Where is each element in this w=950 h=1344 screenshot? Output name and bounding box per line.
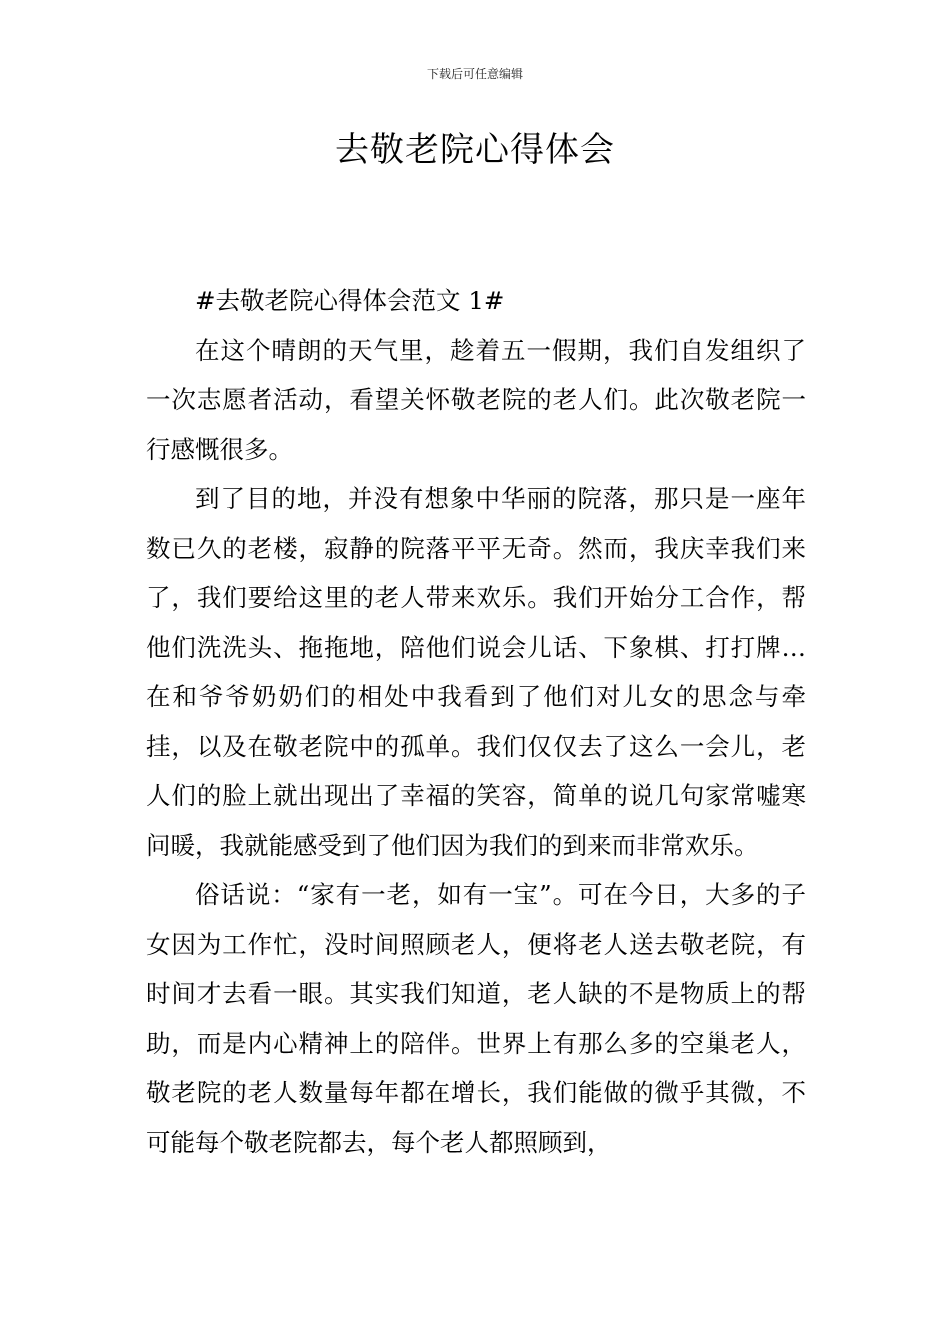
paragraph-1: 在这个晴朗的天气里，趁着五一假期，我们自发组织了一次志愿者活动，看望关怀敬老院的老人们。此次敬老院一行感慨很多。 bbox=[146, 335, 806, 464]
document-body bbox=[146, 276, 806, 1167]
document-title: 去敬老院心得体会 bbox=[335, 130, 615, 170]
paragraph-2: 到了目的地，并没有想象中华丽的院落，那只是一座年数已久的老楼，寂静的院落平平无奇。然而，我庆幸我们来了，我们要给这里的老人带来欢乐。我们开始分工合作，帮他们洗洗头、拖拖地，陪他们说会儿话、下象棋、打打牌…在和爷爷奶奶们的相处中我看到了他们对儿女的思念与牵挂，以及在敬老院中的孤单。我们仅仅去了这么一会儿，老人们的脸上就出现出了幸福的笑容，简单的说几句家常嘘寒问暖，我就能感受到了他们因为我们的到来而非常欢乐。 bbox=[146, 484, 806, 860]
paragraph-3: 俗话说：“家有一老，如有一宝”。可在今日，大多的子女因为工作忙，没时间照顾老人，便将老人送去敬老院，有时间才去看一眼。其实我们知道，老人缺的不是物质上的帮助，而是内心精神上的陪伴。世界上有那么多的空巢老人，敬老院的老人数量每年都在增长，我们能做的微乎其微，不可能每个敬老院都去，每个老人都照顾到， bbox=[146, 880, 806, 1157]
header-note: 下载后可任意编辑 bbox=[426, 67, 523, 81]
section-heading: #去敬老院心得体会范文 1# bbox=[195, 286, 505, 315]
